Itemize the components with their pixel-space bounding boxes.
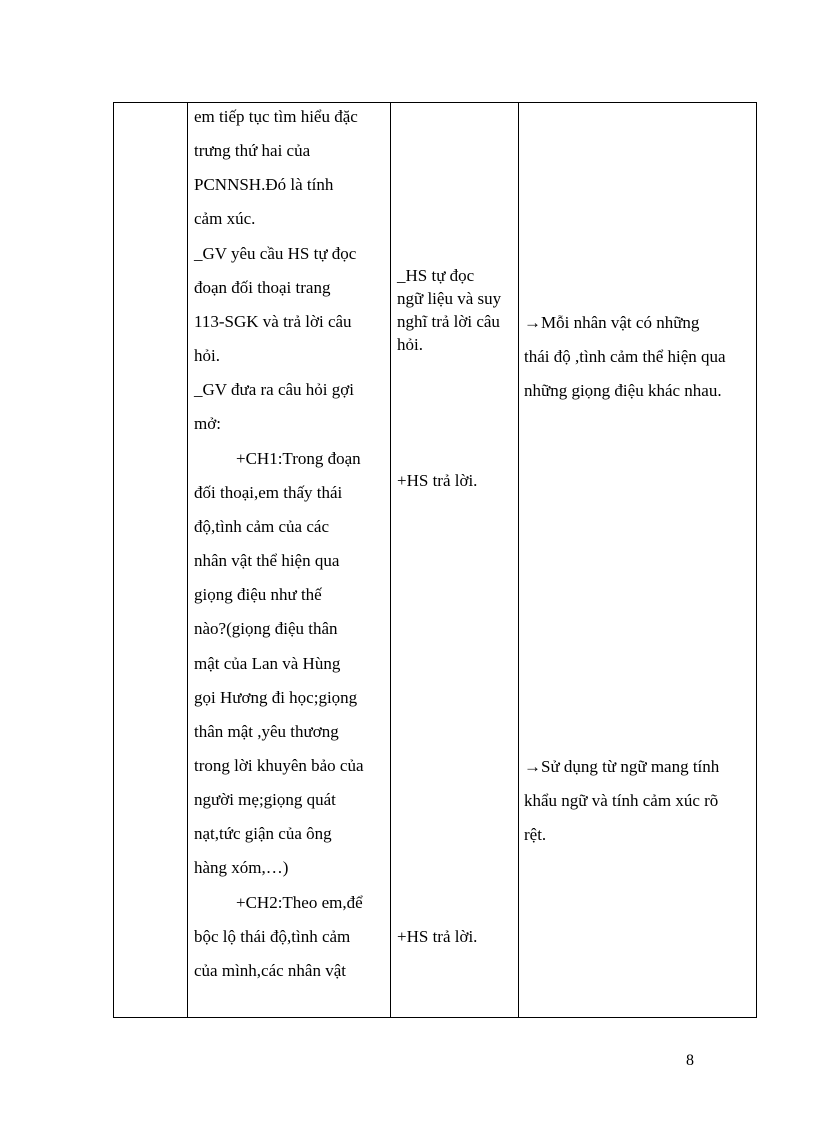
text-line: những giọng điệu khác nhau.: [524, 381, 722, 400]
text-line: em tiếp tục tìm hiểu đặc: [194, 107, 358, 126]
text-line: nạt,tức giận của ông: [194, 824, 332, 844]
text-line: gọi Hương đi học;giọng: [194, 687, 358, 707]
text-line: trong lời khuyên bảo của: [194, 755, 364, 775]
text-line: +CH2:Theo em,để: [236, 892, 363, 912]
text-line: hỏi.: [194, 346, 220, 366]
text-line: hỏi.: [397, 335, 423, 354]
text-line: hàng xóm,…): [194, 858, 289, 878]
column-divider: [518, 103, 519, 1017]
text-line: nào?(giọng điệu thân: [194, 619, 338, 639]
text-line: ngữ liệu và suy: [397, 289, 502, 308]
text-line: _GV đưa ra câu hỏi gợi: [194, 380, 354, 400]
content-block: [524, 750, 719, 852]
text-line: của mình,các nhân vật: [194, 960, 346, 980]
text-line: khẩu ngữ và tính cảm xúc rõ: [524, 791, 719, 810]
student-activity-block: [397, 925, 477, 948]
text-line: nhân vật thể hiện qua: [194, 551, 340, 571]
text-line: _HS tự đọc: [397, 266, 475, 285]
text-line: →Mỗi nhân vật có những: [524, 313, 700, 332]
text-line: độ,tình cảm của các: [194, 516, 329, 536]
text-line: người mẹ;giọng quát: [194, 790, 336, 810]
text-line: _GV yêu cầu HS tự đọc: [194, 243, 357, 263]
text-line: đối thoại,em thấy thái: [194, 482, 343, 502]
page-number: 8: [686, 1052, 694, 1069]
text-line: thái độ ,tình cảm thể hiện qua: [524, 347, 726, 366]
text-line: →Sử dụng từ ngữ mang tính: [524, 757, 720, 776]
teacher-activity-column: [194, 100, 364, 988]
text-line: thân mật ,yêu thương: [194, 721, 339, 741]
text-line: rệt.: [524, 825, 547, 844]
text-line: bộc lộ thái độ,tình cảm: [194, 926, 351, 946]
text-line: nghĩ trả lời câu: [397, 312, 500, 331]
text-line: đoạn đối thoại trang: [194, 277, 331, 297]
text-line: +HS trả lời.: [397, 927, 478, 946]
text-line: cảm xúc.: [194, 209, 256, 229]
text-line: +CH1:Trong đoạn: [236, 448, 361, 468]
text-line: 113-SGK và trả lời câu: [194, 311, 352, 331]
column-divider: [390, 103, 391, 1017]
content-block: [524, 306, 726, 408]
column-divider: [187, 103, 188, 1017]
text-line: giọng điệu như thế: [194, 585, 322, 605]
lesson-table: [113, 102, 757, 1018]
text-line: trưng thứ hai của: [194, 141, 311, 161]
text-line: +HS trả lời.: [397, 471, 478, 490]
student-activity-block: [397, 264, 501, 356]
student-activity-block: [397, 469, 477, 492]
text-line: mật của Lan và Hùng: [194, 653, 341, 673]
text-line: mở:: [194, 414, 221, 434]
text-line: PCNNSH.Đó là tính: [194, 175, 334, 195]
